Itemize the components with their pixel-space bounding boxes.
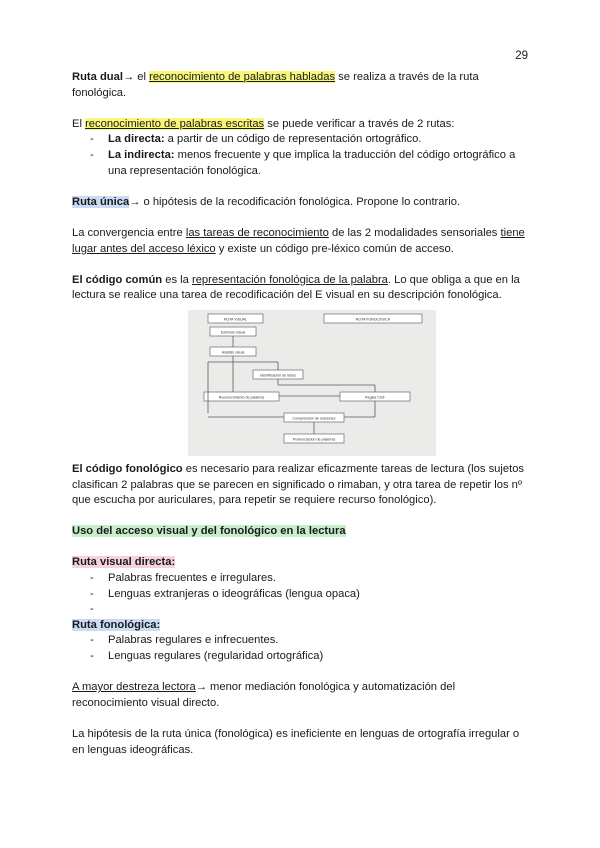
underlined-text: las tareas de reconocimiento bbox=[185, 226, 329, 239]
text-span: La convergencia entre bbox=[72, 226, 186, 239]
diagram-label: RUTA VISUAL bbox=[223, 317, 248, 322]
list-item bbox=[90, 132, 532, 148]
list-item: - Palabras regulares e infrecuentes. bbox=[90, 633, 532, 649]
reading-routes-diagram bbox=[188, 310, 436, 456]
diagram-label: Reconocimiento de palabras bbox=[218, 395, 265, 400]
diagram-label: Estímulo visual bbox=[220, 330, 246, 335]
underlined-text: representación fonológica de la palabra bbox=[191, 273, 388, 286]
list-item bbox=[90, 148, 532, 179]
term-ruta-unica: Ruta única bbox=[72, 195, 130, 208]
term-codigo-fonologico: El código fonológico bbox=[72, 462, 183, 475]
item-text: a partir de un código de representación ortográfico. bbox=[164, 133, 422, 146]
list-item: - Lenguas regulares (regularidad ortográfica) bbox=[90, 649, 532, 665]
underlined-text: A mayor destreza lectora bbox=[72, 681, 196, 694]
list-item: - Palabras frecuentes e irregulares. bbox=[90, 571, 532, 587]
text-span: es la bbox=[162, 273, 192, 286]
visual-list bbox=[72, 571, 532, 618]
text-span: . Lo que obliga a que en la lectura se realice una tarea de recodificación del E visual en su descripción fonológica. bbox=[72, 273, 520, 302]
text-span: El bbox=[72, 117, 86, 130]
text-span: se puede verificar a través de 2 rutas: bbox=[264, 117, 455, 130]
list-item bbox=[90, 602, 532, 618]
page-content bbox=[72, 70, 532, 758]
text-span: es necesario para realizar eficazmente tareas de lectura (los sujetos clasifican 2 palabras que se parecen en significado o rimaban, y otra tarea de repetir los nº que escucha por auriculares, para repetir se requiere recurso fonológico). bbox=[72, 462, 525, 507]
item-text: menos frecuente y que implica la traducción del código ortográfico a una representación fonológica. bbox=[108, 148, 516, 177]
term-codigo-comun: El código común bbox=[72, 273, 163, 286]
diagram-label: Pronunciación de palabras bbox=[292, 437, 336, 442]
routes-list bbox=[72, 132, 532, 179]
paragraph-codigo-comun bbox=[72, 273, 532, 304]
paragraph-ruta-dual bbox=[72, 70, 532, 101]
term-ruta-dual: Ruta dual bbox=[72, 71, 123, 83]
subheading-fonologica bbox=[72, 618, 532, 634]
page-number: 29 bbox=[515, 50, 528, 62]
paragraph-convergencia bbox=[72, 226, 532, 257]
arrow-glyph: → bbox=[129, 195, 141, 208]
diagram-label: RUTA FONOLÓGICA bbox=[355, 317, 391, 322]
text-span: el bbox=[134, 71, 150, 83]
paragraph-ruta-unica bbox=[72, 195, 532, 211]
diagram-label: Análisis visual bbox=[221, 350, 245, 355]
heading-ruta-visual: Ruta visual directa: bbox=[72, 556, 176, 569]
paragraph-codigo-fonologico bbox=[72, 462, 532, 509]
text-span: o hipótesis de la recodificación fonológica. Propone lo contrario. bbox=[140, 195, 461, 208]
text-span: de las 2 modalidades sensoriales bbox=[328, 226, 501, 239]
item-term: La directa: bbox=[108, 133, 165, 146]
heading-ruta-fonologica: Ruta fonológica: bbox=[72, 618, 161, 631]
fono-list bbox=[72, 633, 532, 664]
heading-uso-acceso: Uso del acceso visual y del fonológico en la lectura bbox=[72, 525, 346, 538]
arrow-glyph: → bbox=[195, 681, 207, 694]
highlight-escritas: reconocimiento de palabras escritas bbox=[85, 117, 265, 130]
highlight-habladas: reconocimiento de palabras habladas bbox=[149, 71, 336, 83]
subheading-visual bbox=[72, 555, 532, 571]
underlined-text: tiene lugar antes del acceso léxico bbox=[72, 226, 525, 255]
item-term: La indirecta: bbox=[108, 148, 175, 161]
text-span: menor mediación fonológica y automatización del reconocimiento visual directo. bbox=[72, 681, 456, 709]
paragraph-destreza bbox=[72, 680, 532, 711]
list-item: - Lenguas extranjeras o ideográficas (lengua opaca) bbox=[90, 587, 532, 603]
diagram-label: Comprensión de oraciones bbox=[292, 416, 336, 421]
section-heading bbox=[72, 524, 532, 540]
text-span: se realiza a través de la ruta fonológica. bbox=[72, 71, 479, 99]
diagram-label: Reglas CGF bbox=[365, 395, 385, 400]
paragraph-escritas bbox=[72, 117, 532, 133]
paragraph-hipotesis: La hipótesis de la ruta única (fonológica) es ineficiente en lenguas de ortografía irregular o en lenguas ideográficas. bbox=[72, 728, 520, 756]
diagram-label: Identificación de letras bbox=[260, 373, 296, 378]
arrow-glyph: → bbox=[122, 71, 135, 83]
text-span: y existe un código pre-léxico común de acceso. bbox=[215, 242, 454, 255]
